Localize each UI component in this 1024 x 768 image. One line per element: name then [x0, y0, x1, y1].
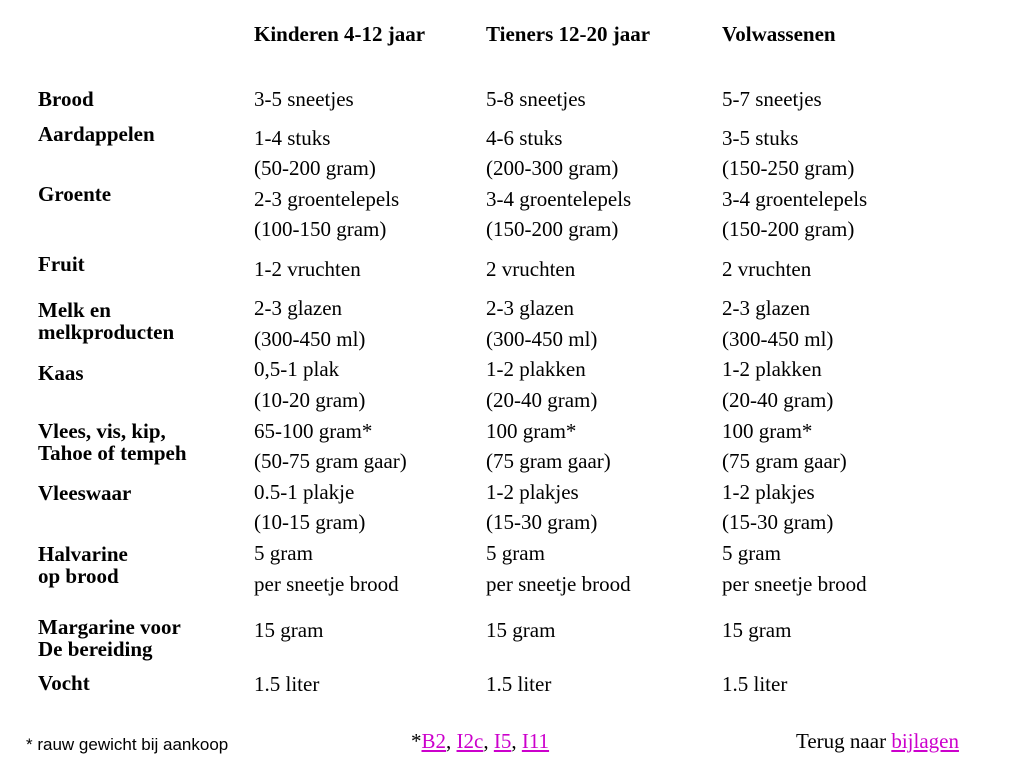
cell-vleeswaar-tieners-2: (15-30 gram) — [486, 510, 598, 534]
cell-brood-volwassenen: 5-7 sneetjes — [722, 87, 822, 111]
cell-vocht-tieners: 1.5 liter — [486, 672, 552, 696]
link-b2[interactable]: B2 — [421, 729, 447, 753]
label-halvarine-2: op brood — [38, 564, 119, 588]
link-i2c[interactable]: I2c — [456, 729, 484, 753]
cell-aardappelen-tieners-1: 4-6 stuks — [486, 126, 563, 150]
cell-brood-kinderen: 3-5 sneetjes — [254, 87, 354, 111]
cell-melk-kinderen-1: 2-3 glazen — [254, 296, 343, 320]
label-kaas: Kaas — [38, 361, 84, 385]
cell-vlees-volwassenen-2: (75 gram gaar) — [722, 449, 847, 473]
label-aardappelen: Aardappelen — [38, 122, 155, 146]
label-brood: Brood — [38, 87, 94, 111]
cell-melk-kinderen-2: (300-450 ml) — [254, 327, 366, 351]
cell-groente-tieners-1: 3-4 groentelepels — [486, 187, 632, 211]
cell-aardappelen-kinderen-1: 1-4 stuks — [254, 126, 331, 150]
cell-melk-tieners-1: 2-3 glazen — [486, 296, 575, 320]
cell-halvarine-volwassenen-2: per sneetje brood — [722, 572, 867, 596]
cell-kaas-kinderen-2: (10-20 gram) — [254, 388, 366, 412]
label-vlees-1: Vlees, vis, kip, — [38, 419, 166, 443]
cell-melk-volwassenen-2: (300-450 ml) — [722, 327, 834, 351]
cell-kaas-tieners-1: 1-2 plakken — [486, 357, 586, 381]
cell-aardappelen-kinderen-2: (50-200 gram) — [254, 156, 376, 180]
cell-vleeswaar-volwassenen-1: 1-2 plakjes — [722, 480, 815, 504]
cell-groente-volwassenen-1: 3-4 groentelepels — [722, 187, 868, 211]
label-melk-2: melkproducten — [38, 320, 175, 344]
label-vocht: Vocht — [38, 671, 90, 695]
label-vleeswaar: Vleeswaar — [38, 481, 132, 505]
header-kinderen: Kinderen 4-12 jaar — [254, 22, 426, 46]
cell-vocht-volwassenen: 1.5 liter — [722, 672, 788, 696]
header-tieners: Tieners 12-20 jaar — [486, 22, 651, 46]
cell-halvarine-kinderen-1: 5 gram — [254, 541, 313, 565]
cell-brood-tieners: 5-8 sneetjes — [486, 87, 586, 111]
cell-melk-volwassenen-1: 2-3 glazen — [722, 296, 811, 320]
label-margarine-1: Margarine voor — [38, 615, 181, 639]
cell-margarine-volwassenen: 15 gram — [722, 618, 792, 642]
cell-margarine-tieners: 15 gram — [486, 618, 556, 642]
cell-aardappelen-volwassenen-2: (150-250 gram) — [722, 156, 855, 180]
cell-vlees-kinderen-1: 65-100 gram* — [254, 419, 373, 443]
cell-vlees-tieners-2: (75 gram gaar) — [486, 449, 611, 473]
cell-aardappelen-volwassenen-1: 3-5 stuks — [722, 126, 799, 150]
cell-fruit-tieners: 2 vruchten — [486, 257, 576, 281]
cell-groente-kinderen-1: 2-3 groentelepels — [254, 187, 400, 211]
link-i11[interactable]: I11 — [521, 729, 550, 753]
cell-halvarine-tieners-2: per sneetje brood — [486, 572, 631, 596]
cell-vleeswaar-kinderen-2: (10-15 gram) — [254, 510, 366, 534]
reference-links — [411, 729, 549, 754]
cell-melk-tieners-2: (300-450 ml) — [486, 327, 598, 351]
label-vlees-2: Tahoe of tempeh — [38, 441, 187, 465]
cell-vlees-kinderen-2: (50-75 gram gaar) — [254, 449, 407, 473]
cell-margarine-kinderen: 15 gram — [254, 618, 324, 642]
cell-vlees-tieners-1: 100 gram* — [486, 419, 577, 443]
link-i5[interactable]: I5 — [493, 729, 512, 753]
label-groente: Groente — [38, 182, 112, 206]
label-fruit: Fruit — [38, 252, 85, 276]
cell-groente-volwassenen-2: (150-200 gram) — [722, 217, 855, 241]
reference-prefix: * — [411, 729, 422, 753]
back-text: Terug naar — [796, 729, 892, 753]
cell-halvarine-volwassenen-1: 5 gram — [722, 541, 781, 565]
cell-groente-kinderen-2: (100-150 gram) — [254, 217, 387, 241]
reference-separator: , — [446, 729, 457, 753]
cell-aardappelen-tieners-2: (200-300 gram) — [486, 156, 619, 180]
cell-vleeswaar-tieners-1: 1-2 plakjes — [486, 480, 579, 504]
cell-fruit-kinderen: 1-2 vruchten — [254, 257, 361, 281]
cell-kaas-tieners-2: (20-40 gram) — [486, 388, 598, 412]
header-volwassenen: Volwassenen — [722, 22, 836, 46]
cell-vocht-kinderen: 1.5 liter — [254, 672, 320, 696]
cell-vlees-volwassenen-1: 100 gram* — [722, 419, 813, 443]
cell-halvarine-tieners-1: 5 gram — [486, 541, 545, 565]
cell-vleeswaar-volwassenen-2: (15-30 gram) — [722, 510, 834, 534]
reference-separator: , — [511, 729, 522, 753]
cell-vleeswaar-kinderen-1: 0.5-1 plakje — [254, 480, 355, 504]
label-melk-1: Melk en — [38, 298, 111, 322]
cell-kaas-volwassenen-2: (20-40 gram) — [722, 388, 834, 412]
label-margarine-2: De bereiding — [38, 637, 153, 661]
cell-fruit-volwassenen: 2 vruchten — [722, 257, 812, 281]
reference-separator: , — [483, 729, 494, 753]
cell-halvarine-kinderen-2: per sneetje brood — [254, 572, 399, 596]
cell-groente-tieners-2: (150-200 gram) — [486, 217, 619, 241]
label-halvarine-1: Halvarine — [38, 542, 128, 566]
cell-kaas-volwassenen-1: 1-2 plakken — [722, 357, 822, 381]
back-navigation — [796, 729, 959, 754]
link-bijlagen[interactable]: bijlagen — [891, 729, 959, 753]
cell-kaas-kinderen-1: 0,5-1 plak — [254, 357, 340, 381]
footnote: * rauw gewicht bij aankoop — [26, 735, 229, 754]
